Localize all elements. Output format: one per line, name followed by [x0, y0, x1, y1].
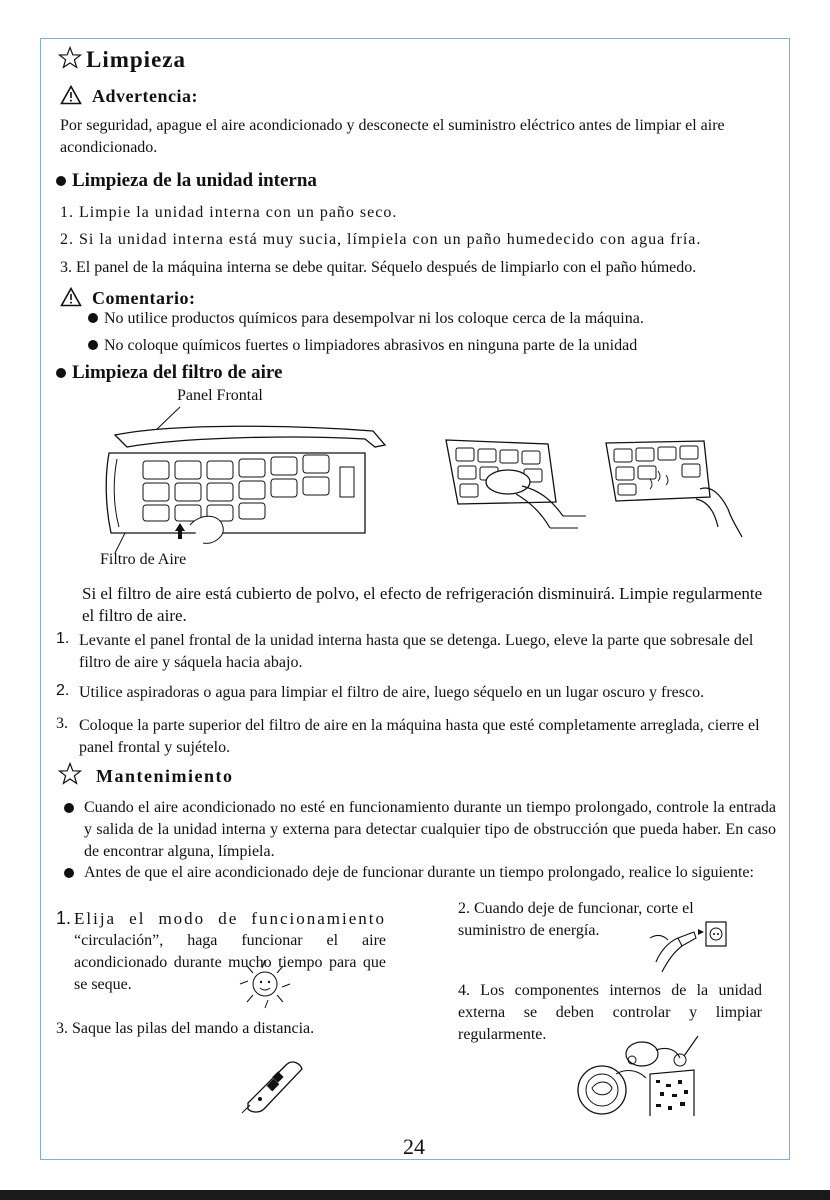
filter-step-number: 3.	[56, 715, 68, 732]
indoor-heading-row	[56, 170, 317, 192]
bottom-bar	[0, 1190, 830, 1200]
maintenance-title: Mantenimiento	[96, 766, 234, 786]
bullet-dot-icon	[56, 368, 66, 378]
maintenance-step-3: 3. Saque las pilas del mando a distancia.	[56, 1020, 315, 1037]
filter-step	[56, 630, 776, 674]
remote-control-icon	[240, 1055, 310, 1115]
vacuum-icon	[572, 1030, 702, 1118]
maintenance-step-2: 2. Cuando deje de funcionar, corte el suministro de energía.	[458, 900, 694, 939]
bullet-dot-icon	[88, 340, 98, 350]
filter-intro: Si el filtro de aire está cubierto de polvo, el efecto de refrigeración disminuirá. Limpie regularmente el filtro de aire.	[82, 584, 763, 625]
filter-heading-row	[56, 362, 282, 384]
sun-icon	[236, 958, 294, 1010]
cleaning-title-row	[58, 46, 186, 73]
comment-item	[88, 337, 637, 355]
warning-triangle-icon	[60, 85, 82, 105]
warning-triangle-icon	[60, 287, 82, 307]
maintenance-title-row	[58, 762, 233, 787]
warning-text: Por seguridad, apague el aire acondicionado y desconecte el suministro eléctrico antes de limpiar el aire acondicionado.	[60, 117, 725, 156]
indoor-heading: Limpieza de la unidad interna	[72, 170, 317, 191]
page-number: 24	[403, 1134, 425, 1159]
plug-icon	[648, 918, 730, 974]
label-front-panel: Panel Frontal	[177, 387, 263, 404]
cleaning-title: Limpieza	[86, 47, 186, 72]
filter-step	[56, 682, 776, 704]
indoor-unit-illustration	[95, 405, 415, 555]
comment-text: No utilice productos químicos para desempolvar ni los coloque cerca de la máquina.	[104, 310, 644, 327]
maintenance-bullet-text: Antes de que el aire acondicionado deje de funcionar durante un tiempo prolongado, realice lo siguiente:	[84, 864, 754, 881]
filter-step-text: Levante el panel frontal de la unidad interna hasta que se detenga. Luego, eleve la parte que sobresale del filtro de aire y sáquela hacia abajo.	[79, 632, 754, 671]
bullet-dot-icon	[88, 313, 98, 323]
comment-row	[60, 287, 195, 309]
maintenance-bullet	[64, 862, 776, 884]
maintenance-bullet	[64, 797, 776, 863]
comment-label: Comentario:	[92, 288, 196, 308]
maintenance-step-4: 4. Los componentes internos de la unidad externa se deben controlar y limpiar regularmente.	[458, 982, 762, 1043]
warning-row	[60, 85, 198, 107]
bullet-dot-icon	[56, 176, 66, 186]
comment-text: No coloque químicos fuertes o limpiadores abrasivos en ninguna parte de la unidad	[104, 337, 638, 354]
maintenance-step-text: Elija el modo de funcionamiento “circulación”, haga funcionar el aire acondicionado durante mucho tiempo para que se seque.	[74, 909, 386, 993]
label-air-filter: Filtro de Aire	[100, 551, 187, 568]
comment-item	[88, 310, 644, 328]
filter-step-text: Utilice aspiradoras o agua para limpiar el filtro de aire, luego séquelo en un lugar oscuro y fresco.	[79, 684, 705, 701]
filter-vacuum-illustration	[438, 432, 588, 542]
maintenance-step-number: 1.	[56, 908, 72, 928]
bullet-dot-icon	[64, 868, 74, 878]
filter-washing-illustration	[600, 437, 745, 542]
indoor-step-1: 1. Limpie la unidad interna con un paño seco.	[60, 204, 398, 221]
warning-label: Advertencia:	[92, 86, 198, 106]
star-outline-icon	[58, 762, 82, 786]
star-outline-icon	[58, 46, 82, 70]
filter-step-number: 1.	[56, 630, 70, 647]
bullet-dot-icon	[64, 803, 74, 813]
filter-step-number: 2.	[56, 682, 70, 699]
filter-heading: Limpieza del filtro de aire	[72, 362, 283, 383]
filter-step	[56, 715, 776, 759]
indoor-step-3: 3. El panel de la máquina interna se debe quitar. Séquelo después de limpiarlo con el paño húmedo.	[60, 259, 697, 276]
filter-step-text: Coloque la parte superior del filtro de aire en la máquina hasta que esté completamente arreglada, cierre el panel frontal y sujételo.	[79, 717, 760, 756]
maintenance-bullet-text: Cuando el aire acondicionado no esté en funcionamiento durante un tiempo prolongado, controle la entrada y salida de la unidad interna y externa para detectar cualquier tipo de obstrucción que pueda haber. En caso de encontrar alguna, límpiela.	[84, 799, 776, 860]
indoor-step-2: 2. Si la unidad interna está muy sucia, límpiela con un paño humedecido con agua fría.	[60, 231, 702, 248]
maintenance-step-1	[56, 908, 386, 996]
